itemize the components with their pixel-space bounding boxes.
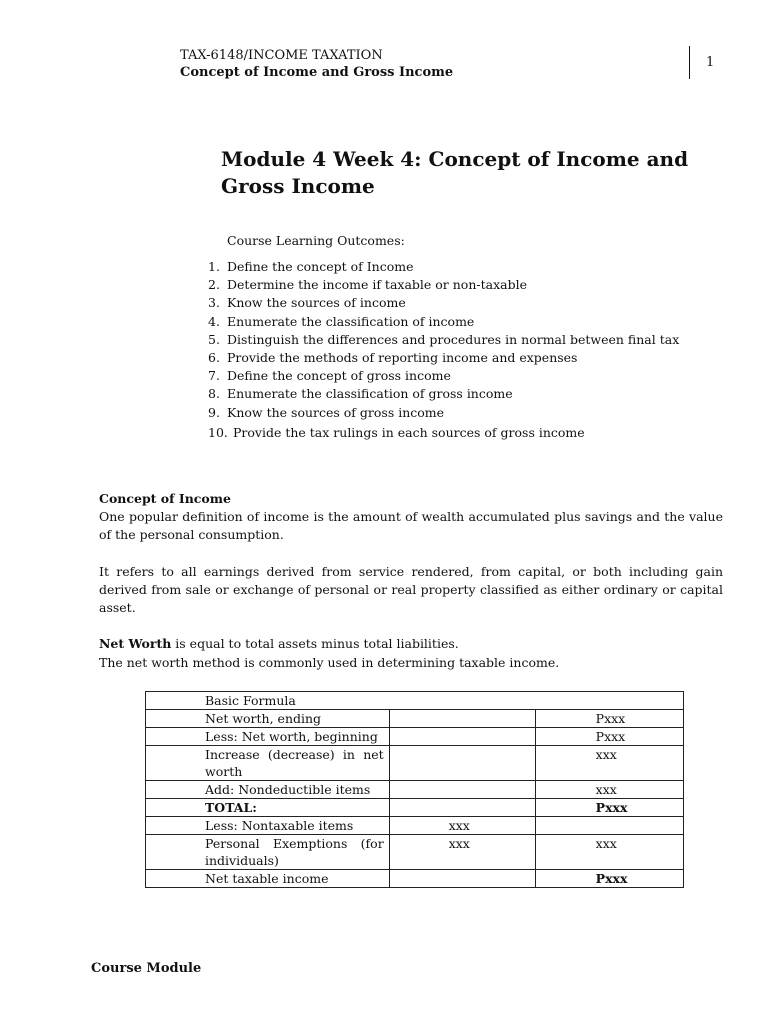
net-worth-definition <box>99 635 723 653</box>
concept-heading: Concept of Income <box>99 491 231 506</box>
table-row: Less: Nontaxable items xxx <box>146 817 684 835</box>
table-row: Add: Nondeductible items xxx <box>146 781 684 799</box>
outcome-item: 8. Enumerate the classification of gross income <box>208 386 513 402</box>
footer-course-module: Course Module <box>91 961 202 976</box>
header-subtitle: Concept of Income and Gross Income <box>180 65 454 80</box>
outcome-item: 2. Determine the income if taxable or non-taxable <box>208 277 527 293</box>
concept-para-2: It refers to all earnings derived from service rendered, from capital, or both including gain derived from sale or exchange of personal or real property classified as either ordinary or capital asset. <box>99 564 723 616</box>
table-heading: Basic Formula <box>146 692 684 710</box>
net-worth-term: Net Worth <box>99 636 172 651</box>
outcome-item: 6. Provide the methods of reporting income and expenses <box>208 349 578 365</box>
basic-formula-table <box>145 691 684 888</box>
outcome-item: 5. Distinguish the differences and procedures in normal between final tax <box>208 331 680 347</box>
table-row: Net taxable income Pxxx <box>146 870 684 888</box>
table-header-row <box>146 692 684 710</box>
table-row: Net worth, ending Pxxx <box>146 710 684 728</box>
page-number: 1 <box>706 55 715 70</box>
outcome-item: 10. Provide the tax rulings in each sources of gross income <box>208 424 585 440</box>
outcome-item: 9. Know the sources of gross income <box>208 404 445 420</box>
table-row: Increase (decrease) in net worth xxx <box>146 746 684 781</box>
outcome-item: 3. Know the sources of income <box>208 295 406 311</box>
outcome-item: 7. Define the concept of gross income <box>208 368 451 384</box>
table-row: Personal Exemptions (for individuals) xxx xxx <box>146 835 684 870</box>
net-worth-def: is equal to total assets minus total liabilities. <box>171 636 459 651</box>
module-title: Module 4 Week 4: Concept of Income and Gross Income <box>221 147 689 198</box>
concept-para-1: One popular definition of income is the amount of wealth accumulated plus savings and the value of the personal consumption. <box>99 509 723 543</box>
table-row: TOTAL: Pxxx <box>146 799 684 817</box>
outcome-item: 4. Enumerate the classification of income <box>208 313 475 329</box>
outcomes-list <box>208 258 679 442</box>
running-header <box>180 47 453 81</box>
net-worth-method: The net worth method is commonly used in determining taxable income. <box>99 655 560 670</box>
table-row: Less: Net worth, beginning Pxxx <box>146 728 684 746</box>
outcomes-heading: Course Learning Outcomes: <box>227 233 405 248</box>
outcome-item: 1. Define the concept of Income <box>208 259 414 274</box>
page-number-divider <box>689 46 690 79</box>
course-code: TAX-6148/INCOME TAXATION <box>180 48 383 63</box>
